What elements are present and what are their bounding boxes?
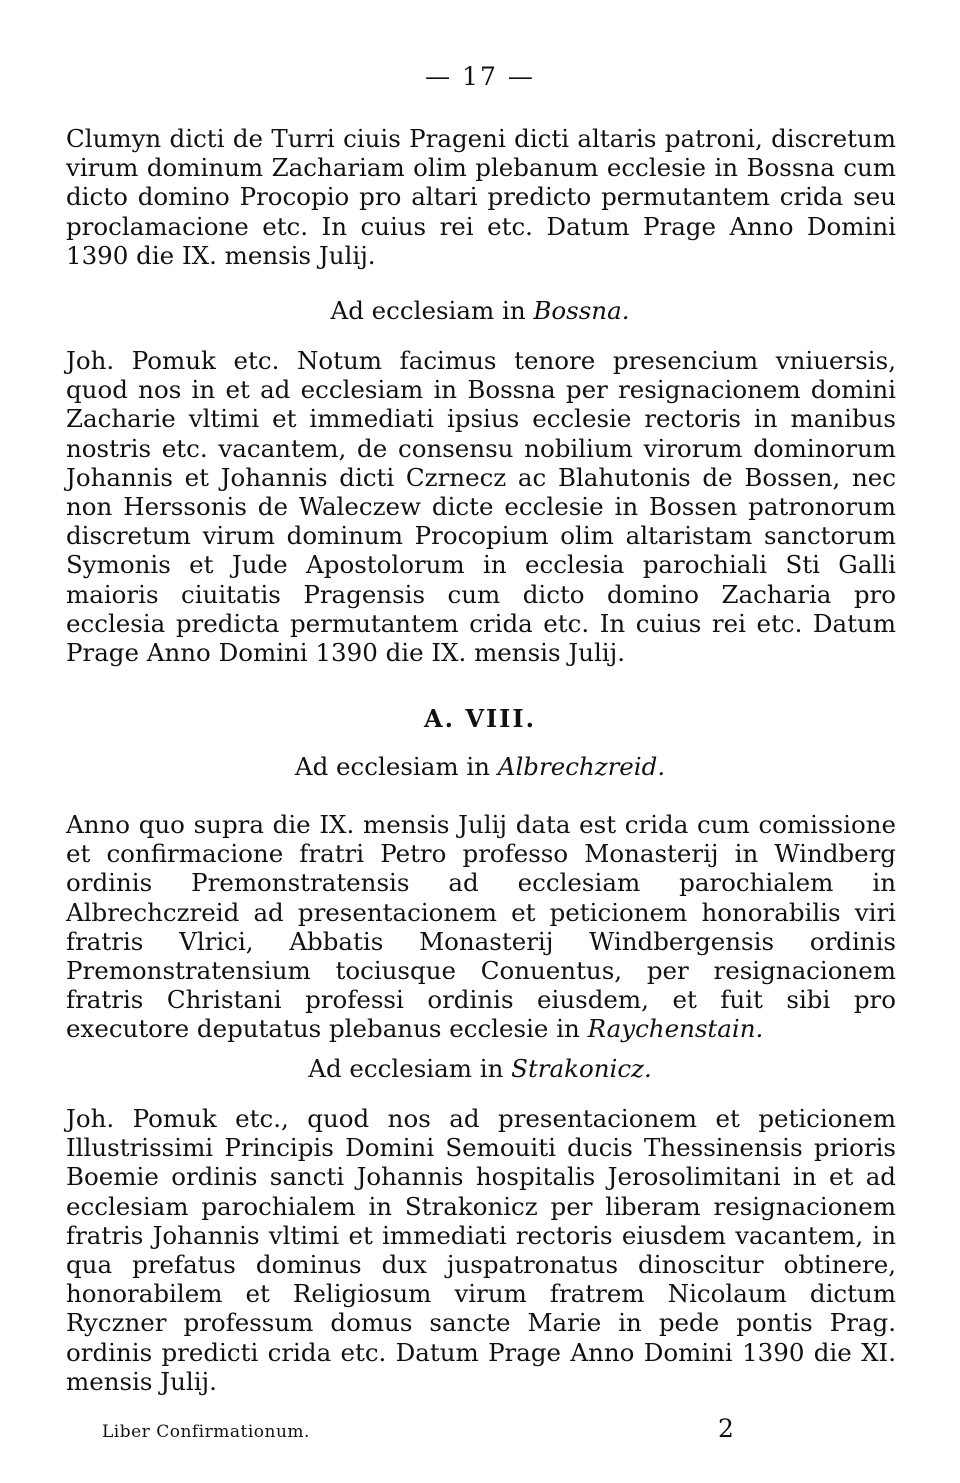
paragraph-albrechzreid-place: Raychenstain.: [587, 1014, 764, 1044]
heading-strakonicz-place: Strakonicz.: [511, 1054, 652, 1083]
footer-signature-number: 2: [718, 1414, 734, 1443]
paragraph-albrechzreid: [66, 810, 896, 1044]
heading-bossna-prefix: Ad ecclesiam in: [330, 296, 526, 325]
heading-albrechzreid-place: Albrechzreid.: [497, 752, 666, 781]
section-heading: A. VIII.: [424, 704, 536, 733]
heading-bossna: [0, 296, 960, 326]
footer-signature: Liber Confirmationum.: [102, 1422, 310, 1442]
heading-strakonicz: [0, 1054, 960, 1084]
paragraph-strakonicz: Joh. Pomuk etc., quod nos ad presentacionem et peticionem Illustrissimi Principis Domini Semouiti ducis Thessinensis prioris Boemie ordinis sancti Johannis hospitalis Jerosolimitani in et ad ecclesiam parochialem in Strakonicz per liberam resignacionem fratris Johannis vltimi et immediati rectoris eiusdem vacantem, in qua prefatus dominus dux juspatronatus dinoscitur obtinere, honorabilem et Religiosum virum fratrem Nicolaum dictum Ryczner professum domus sancte Marie in pede pontis Prag. ordinis predicti crida etc. Datum Prage Anno Domini 1390 die XI. mensis Julij.: [66, 1104, 896, 1396]
paragraph-bossna: Joh. Pomuk etc. Notum facimus tenore presencium vniuersis, quod nos in et ad ecclesiam in Bossna per resignacionem domini Zacharie vltimi et immediati ipsius ecclesie rectoris in manibus nostris etc. vacantem, de consensu nobilium virorum dominorum Johannis et Johannis dicti Czrnecz ac Blahutonis de Bossen, nec non Herssonis de Waleczew dicte ecclesie in Bossen patronorum discretum virum dominum Procopium olim altaristam sanctorum Symonis et Jude Apostolorum in ecclesia parochiali Sti Galli maioris ciuitatis Pragensis cum dicto domino Zacharia pro ecclesia predicta permutantem crida etc. In cuius rei etc. Datum Prage Anno Domini 1390 die IX. mensis Julij.: [66, 346, 896, 668]
paragraph-clumyn: Clumyn dicti de Turri ciuis Prageni dicti altaris patroni, discretum virum dominum Zachariam olim plebanum ecclesie in Bossna cum dicto domino Procopio pro altari predicto permutantem crida seu proclamacione etc. In cuius rei etc. Datum Prage Anno Domini 1390 die IX. mensis Julij.: [66, 124, 896, 270]
heading-bossna-place: Bossna.: [533, 296, 630, 325]
paragraph-albrechzreid-body: Anno quo supra die IX. mensis Julij data est crida cum comissione et confirmacione fratri Petro professo Monasterij in Windberg ordinis Premonstratensis ad ecclesiam parochialem in Albrechczreid ad presentacionem et peticionem honorabilis viri fratris Vlrici, Abbatis Monasterij Windbergensis ordinis Premonstratensium tociusque Conuentus, per resignacionem fratris Christani professi ordinis eiusdem, et fuit sibi pro executore deputatus plebanus ecclesie in: [66, 810, 896, 1044]
heading-albrechzreid: [0, 752, 960, 782]
page-number: — 17 —: [425, 62, 535, 91]
heading-albrechzreid-prefix: Ad ecclesiam in: [294, 752, 490, 781]
heading-strakonicz-prefix: Ad ecclesiam in: [308, 1054, 504, 1083]
